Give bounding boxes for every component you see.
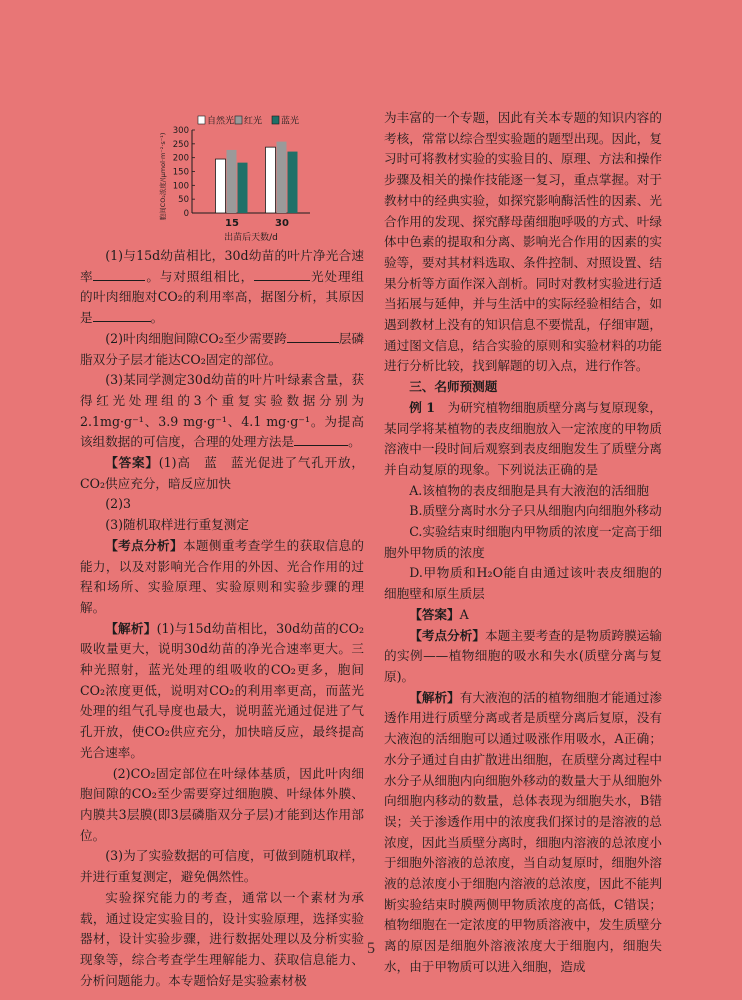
answer-2: (2)3 xyxy=(105,496,132,512)
chart-svg xyxy=(150,110,320,243)
x-tick-label: 30 xyxy=(275,218,289,229)
answer-blank xyxy=(93,309,151,322)
analysis-text: 本题主要考查的是物质跨膜运输的实例——植物细胞的吸水和失水(质壁分离与复原)。 xyxy=(384,627,663,684)
answer-value: A xyxy=(459,606,469,622)
question-1-text-d: 。 xyxy=(150,310,164,326)
option-d: D.甲物质和H₂O能自由通过该叶表皮细胞的细胞壁和原生质层 xyxy=(384,565,662,602)
x-axis-label: 出苗后天数/d xyxy=(224,233,278,243)
y-tick-label: 200 xyxy=(172,153,189,164)
bar-自然光 xyxy=(266,147,276,213)
body-paragraph: 实验探究能力的考查，通常以一个素材为承载，通过设定实验目的，设计实验原理，选择实验器材，设计实验步骤，进行数据处理以及分析实验现象等，综合考查学生理解能力、获取信息能力、分析问题能力。本专题恰好是实验素材极 xyxy=(80,889,364,988)
option-a: A.该植物的表皮细胞是具有大液泡的活细胞 xyxy=(409,482,649,498)
question-1-text-c: 光处理组的叶肉细胞对CO₂的利用率高，据图分析，其原因是 xyxy=(80,268,365,326)
explanation-2: (2)CO₂固定部位在叶绿体基质，因此叶肉细胞间隙的CO₂至少需要穿过细胞膜、叶绿体外膜、内膜共3层膜(即3层磷脂双分子层)才能到达作用部位。 xyxy=(80,765,364,843)
answer-blank xyxy=(287,330,339,343)
example-question xyxy=(384,398,662,481)
answer-blank xyxy=(254,268,310,281)
option-b: B.质壁分离时水分子只从细胞内向细胞外移动 xyxy=(409,503,662,519)
question-3 xyxy=(80,370,364,453)
y-tick-label: 150 xyxy=(172,167,189,178)
question-2-text: (2)叶肉细胞间隙CO₂至少需要跨 xyxy=(105,330,287,346)
body-paragraph: 为丰富的一个专题，因此有关本专题的知识内容的考核，常常以综合型实验题的题型出现。因此，复习时可将教材实验的实验目的、原理、方法和操作步骤及相关的操作技能逐一复习，重点掌握。对于教材中的经典实验，如探究影响酶活性的因素、光合作用的发现、探究酵母菌细胞呼吸的方式、叶绿体中色素的提取和分离、影响光合作用的因素的实验等，要对其材料选取、条件控制、对照设置、结果分析等方面作深入剖析。同时对教材实验进行适当拓展与延伸，并与生活中的实际经验相结合，如遇到教材上没有的知识信息不要慌乱，仔细审题，通过图文信息，结合实验的原则和实验材料的功能进行分析比较，找到解题的切入点，进行作答。 xyxy=(384,110,662,374)
bar-蓝光 xyxy=(288,152,298,213)
question-2-text-b: 层磷脂双分子层才能达CO₂固定的部位。 xyxy=(80,330,364,367)
analysis-block xyxy=(384,626,662,688)
question-1 xyxy=(80,246,364,329)
x-tick-label: 15 xyxy=(225,218,239,229)
legend-swatch xyxy=(272,116,279,124)
question-3-text-b: 。 xyxy=(348,434,361,450)
right-column xyxy=(384,108,662,978)
page-number: 5 xyxy=(367,940,375,957)
question-1-text-b: 。与对照组相比， xyxy=(145,268,255,284)
answer-tag: 【答案】 xyxy=(105,455,159,471)
answer-1: (1)高 蓝 蓝光促进了气孔开放，CO₂供应充分，暗反应加快 xyxy=(80,455,365,491)
explanation-tag: 【解析】 xyxy=(409,689,460,705)
answer-tag: 【答案】 xyxy=(409,606,460,622)
bar-chart xyxy=(150,110,320,243)
legend-label: 自然光 xyxy=(207,116,235,127)
answer-3: (3)随机取样进行重复测定 xyxy=(105,517,249,533)
bar-蓝光 xyxy=(238,163,248,213)
example-text: 为研究植物细胞质壁分离与复原现象，某同学将某植物的表皮细胞放入一定浓度的甲物质溶液中一段时间后观察到表皮细胞发生了质壁分离并自动复原的现象。下列说法正确的是 xyxy=(384,399,663,477)
bar-红光 xyxy=(227,150,237,213)
question-2 xyxy=(80,329,364,370)
legend-swatch xyxy=(198,116,205,124)
explanation-block xyxy=(80,619,364,764)
y-tick-label: 250 xyxy=(172,139,189,150)
explanation-block xyxy=(384,688,662,978)
y-axis-label: 胞间CO₂浓度/(μmol·m⁻²·s⁻¹) xyxy=(159,132,167,221)
y-tick-label: 100 xyxy=(172,181,189,192)
answer-block xyxy=(80,453,364,494)
explanation-3: (3)为了实验数据的可信度，可做到随机取样，并进行重复测定，避免偶然性。 xyxy=(80,848,364,885)
example-tag: 例 1 xyxy=(409,399,435,415)
y-tick-label: 300 xyxy=(172,126,189,136)
legend-swatch xyxy=(235,116,242,124)
explanation-tag: 【解析】 xyxy=(105,620,157,636)
option-c: C.实验结束时细胞内甲物质的浓度一定高于细胞外甲物质的浓度 xyxy=(384,524,662,560)
section-heading: 三、名师预测题 xyxy=(409,379,498,395)
bar-红光 xyxy=(277,142,287,213)
question-3-text: (3)某同学测定30d幼苗的叶片叶绿素含量，获得红光处理组的3个重复实验数据分别为2.1mg·g⁻¹、3.9 mg·g⁻¹、4.1 mg·g⁻¹。为提高该组数据的可信度，合理的处理方法是 xyxy=(80,372,364,450)
legend-label: 红光 xyxy=(244,116,263,127)
analysis-block xyxy=(80,536,364,619)
left-column xyxy=(80,246,364,991)
explanation-text: 有大液泡的活的植物细胞才能通过渗透作用进行质壁分离或者是质壁分离后复原，没有大液泡的活细胞可以通过吸涨作用吸水，A正确；水分子通过自由扩散进出细胞，在质壁分离过程中水分子从细胞内向细胞外移动的数量大于从细胞外向细胞内移动的数量，总体表现为细胞失水，B错误；关于渗透作用中的浓度我们探讨的是溶液的总浓度，因此当质壁分离时，细胞内溶液的总浓度小于细胞外溶液的总浓度，当自动复原时，细胞外溶液的总浓度小于细胞内溶液的总浓度，因此不能判断实验结束时膜两侧甲物质浓度的高低，C错误；植物细胞在一定浓度的甲物质溶液中，发生质壁分离的原因是细胞外溶液浓度大于细胞内，细胞失水，由于甲物质可以进入细胞，造成 xyxy=(384,689,663,974)
legend-label: 蓝光 xyxy=(281,116,300,127)
analysis-tag: 【考点分析】 xyxy=(409,627,486,643)
analysis-text: 本题侧重考查学生的获取信息的能力，以及对影响光合作用的外因、光合作用的过程和场所、实验原理、实验原则和实验步骤的理解。 xyxy=(80,537,365,615)
answer-blank xyxy=(294,433,348,446)
y-tick-label: 0 xyxy=(183,209,189,219)
answer-block xyxy=(384,605,662,626)
question-1-text: (1)与15d幼苗相比，30d幼苗的叶片净光合速率 xyxy=(80,248,364,284)
bar-自然光 xyxy=(216,159,226,213)
analysis-tag: 【考点分析】 xyxy=(105,537,183,553)
answer-blank xyxy=(93,268,145,281)
y-tick-label: 50 xyxy=(178,195,189,206)
explanation-1: (1)与15d幼苗相比，30d幼苗的CO₂吸收量更大，说明30d幼苗的净光合速率更大。三种光照射，蓝光处理的组吸收的CO₂更多，胞间CO₂浓度更低，说明对CO₂的利用率更高，而蓝光处理的组气孔导度也最大，说明蓝光通过促进了气孔开放，使CO₂供应充分，加快暗反应，最终提高光合速率。 xyxy=(80,620,364,760)
